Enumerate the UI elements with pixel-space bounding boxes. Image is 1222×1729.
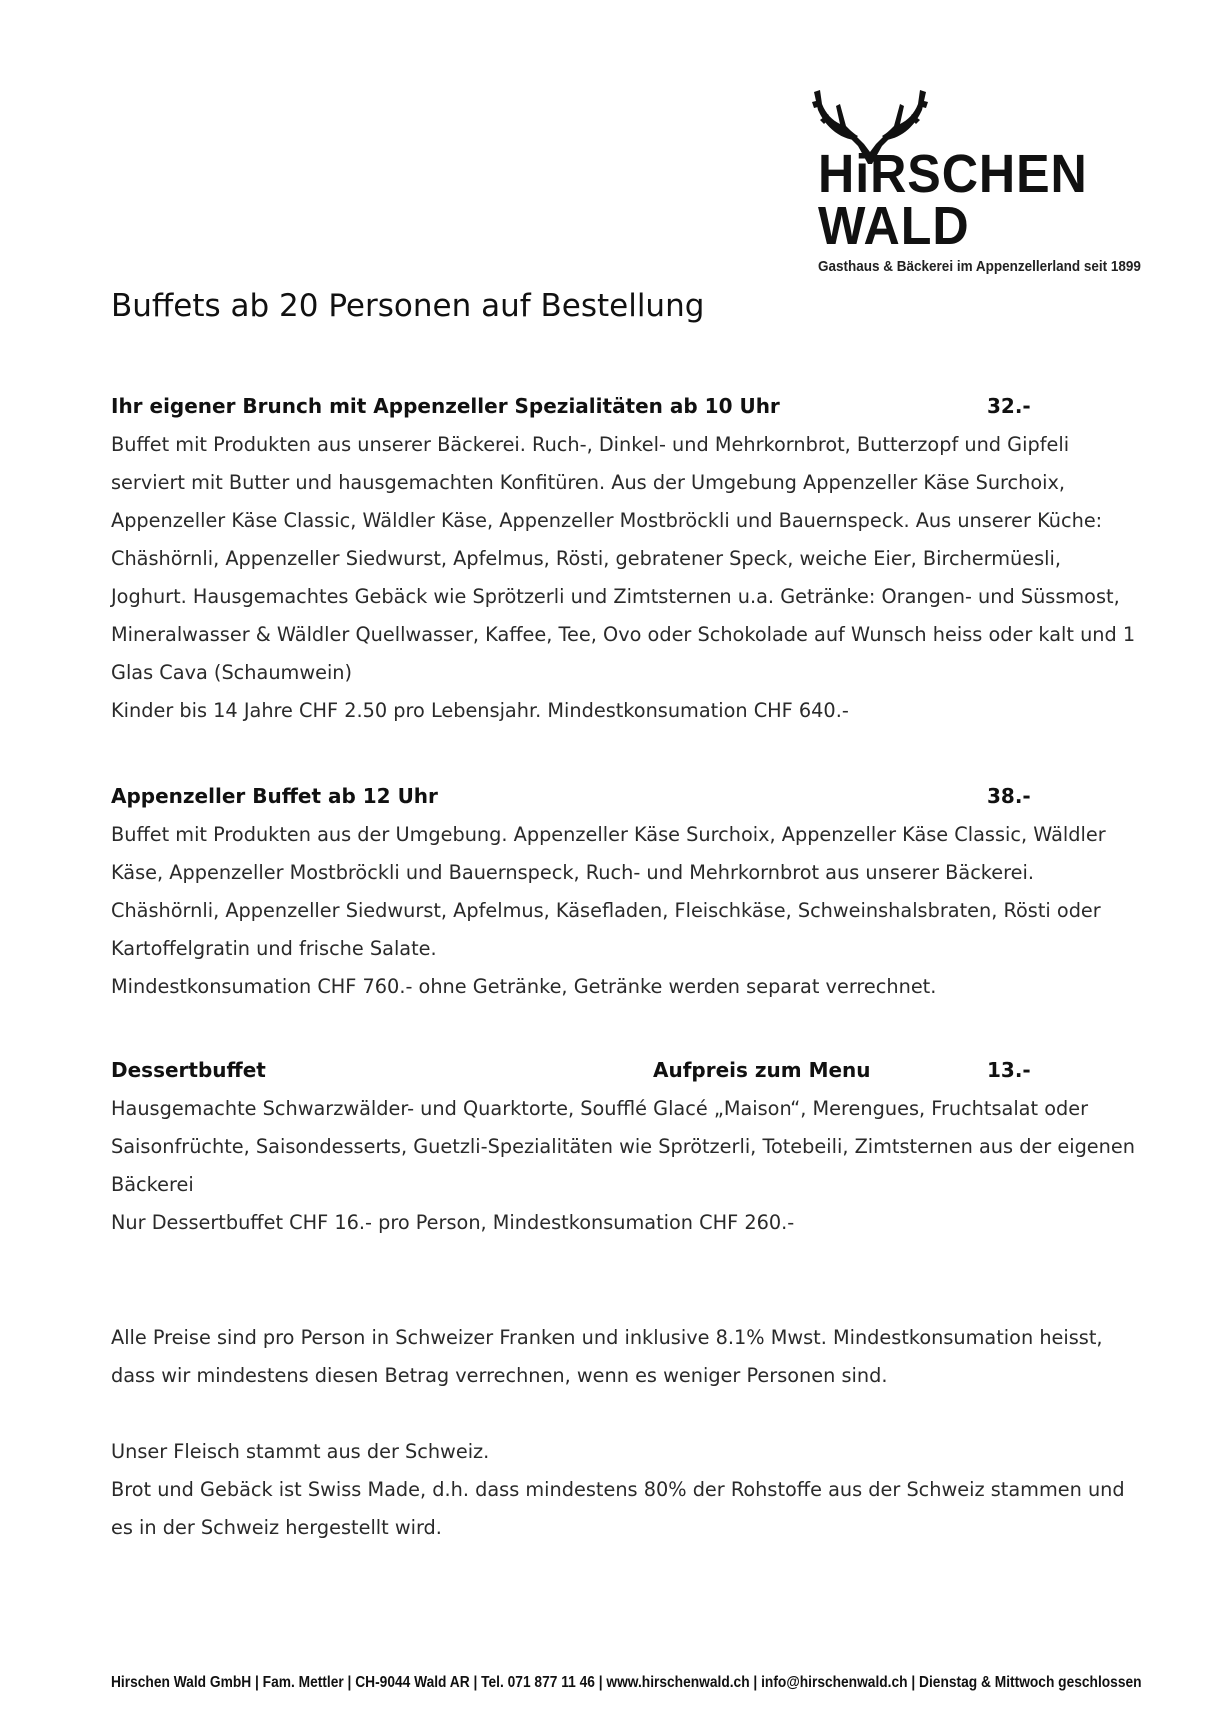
section-price: 32.- [987, 394, 1031, 418]
section-header [111, 780, 1141, 816]
logo-tagline: Gasthaus & Bäckerei im Appenzellerland seit 1899 [818, 258, 1141, 275]
footer-contact: Hirschen Wald GmbH | Fam. Mettler | CH-9044 Wald AR | Tel. 071 877 11 46 | www.hirschenwald.ch | info@hirschenwald.ch | Dienstag & Mittwoch geschlossen [111, 1674, 1142, 1691]
section-brunch [111, 390, 1141, 730]
section-description [111, 426, 1141, 730]
section-paragraph: Kinder bis 14 Jahre CHF 2.50 pro Lebensjahr. Mindestkonsumation CHF 640.- [111, 699, 849, 722]
section-paragraph: Mindestkonsumation CHF 760.- ohne Getränke, Getränke werden separat verrechnet. [111, 975, 937, 998]
section-paragraph: Nur Dessertbuffet CHF 16.- pro Person, Mindestkonsumation CHF 260.- [111, 1211, 795, 1234]
section-paragraph: Buffet mit Produkten aus der Umgebung. Appenzeller Käse Surchoix, Appenzeller Käse Classic, Wäldler Käse, Appenzeller Mostbröckli und Bauernspeck, Ruch- und Mehrkornbrot aus unserer Bäckerei. Chäshörnli, Appenzeller Siedwurst, Apfelmus, Käsefladen, Fleischkäse, Schweinshalsbraten, Rösti oder Kartoffelgratin und frische Salate. [111, 823, 1106, 960]
section-description [111, 816, 1141, 1006]
section-paragraph: Hausgemachte Schwarzwälder- und Quarktorte, Soufflé Glacé „Maison“, Merengues, Fruchtsalat oder Saisonfrüchte, Saisondesserts, Guetzli-Spezialitäten wie Sprötzerli, Totebeili, Zimtsternen aus der eigenen Bäckerei [111, 1097, 1135, 1196]
section-dessertbuffet [111, 1054, 1141, 1242]
section-header [111, 1054, 1141, 1090]
section-surcharge-note: Aufpreis zum Menu [653, 1058, 871, 1082]
prices-note: Alle Preise sind pro Person in Schweizer Franken und inklusive 8.1% Mwst. Mindestkonsumation heisst, dass wir mindestens diesen Betrag verrechnen, wenn es weniger Personen sind. [111, 1326, 1103, 1387]
section-header [111, 390, 1141, 426]
section-price: 13.- [987, 1058, 1031, 1082]
section-title: Appenzeller Buffet ab 12 Uhr [111, 784, 438, 808]
section-title: Dessertbuffet [111, 1058, 266, 1082]
section-title: Ihr eigener Brunch mit Appenzeller Spezialitäten ab 10 Uhr [111, 394, 780, 418]
meat-origin-note: Unser Fleisch stammt aus der Schweiz. [111, 1440, 490, 1463]
section-paragraph: Buffet mit Produkten aus unserer Bäckerei. Ruch-, Dinkel- und Mehrkornbrot, Butterzopf und Gipfeli serviert mit Butter und hausgemachten Konfitüren. Aus der Umgebung Appenzeller Käse Surchoix, Appenzeller Käse Classic, Wäldler Käse, Appenzeller Mostbröckli und Bauernspeck. Aus unserer Küche: Chäshörnli, Appenzeller Siedwurst, Apfelmus, Rösti, gebratener Speck, weiche Eier, Birchermüesli, Joghurt. Hausgemachtes Gebäck wie Sprötzerli und Zimtsternen u.a. Getränke: Orangen- und Süssmost, Mineralwasser & Wäldler Quellwasser, Kaffee, Tee, Ovo oder Schokolade auf Wunsch heiss oder kalt und 1 Glas Cava (Schaumwein) [111, 433, 1136, 684]
page-title: Buffets ab 20 Personen auf Bestellung [111, 288, 705, 324]
logo [810, 86, 1150, 286]
logo-wordmark-line2: WALD [818, 196, 970, 256]
logo-wordmark-line1: HiRSCHEN [818, 144, 1088, 204]
section-price: 38.- [987, 784, 1031, 808]
price-notes [111, 1319, 1141, 1547]
section-appenzeller-buffet [111, 780, 1141, 1006]
bread-origin-note: Brot und Gebäck ist Swiss Made, d.h. dass mindestens 80% der Rohstoffe aus der Schweiz stammen und es in der Schweiz hergestellt wird. [111, 1478, 1125, 1539]
section-description [111, 1090, 1141, 1242]
